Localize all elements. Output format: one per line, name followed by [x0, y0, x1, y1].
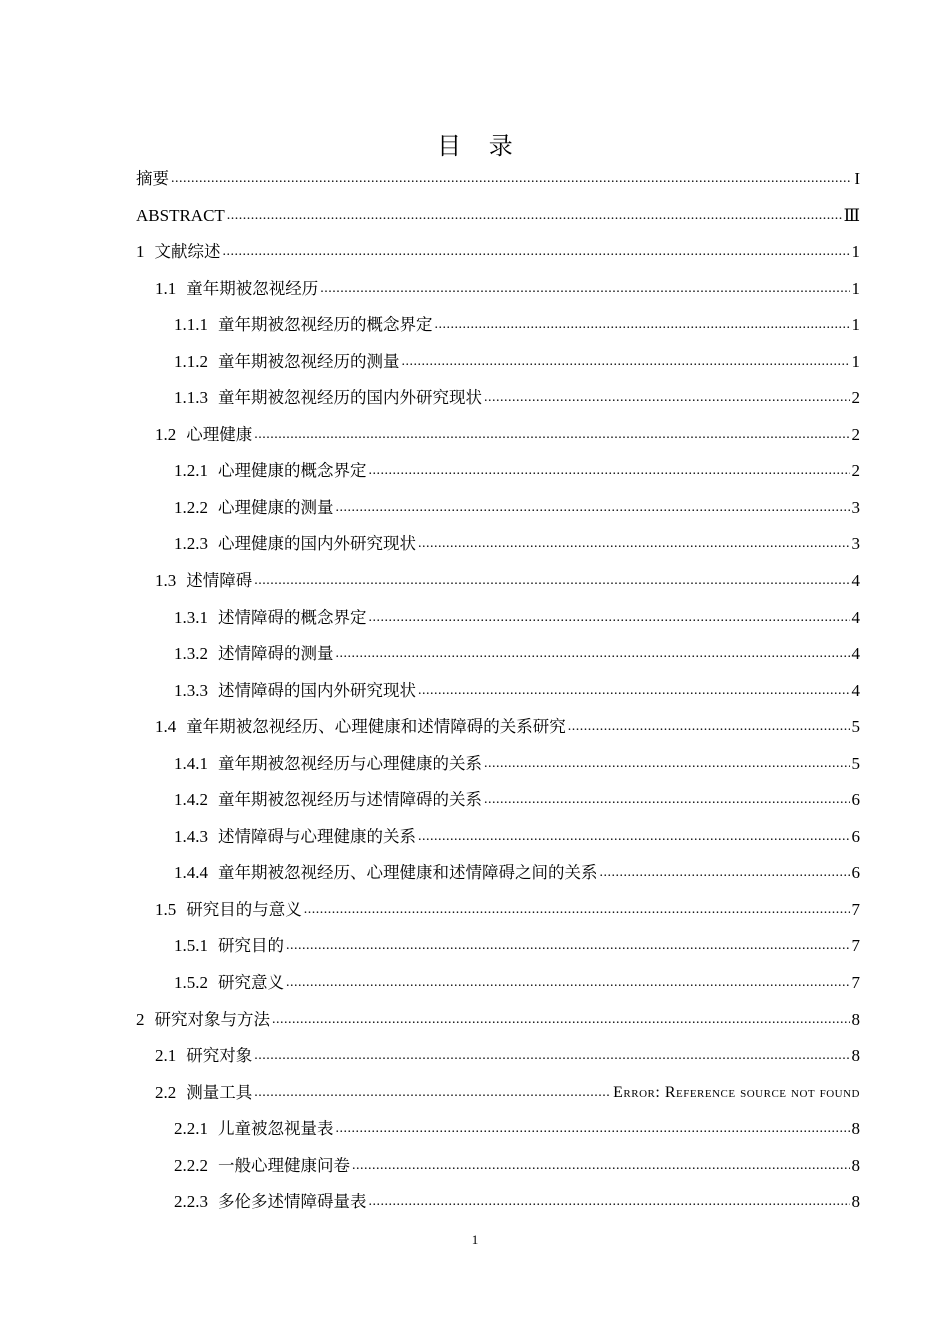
toc-entry[interactable] [136, 855, 860, 892]
dot-leader [484, 782, 850, 819]
toc-entry-title: 童年期被忽视经历、心理健康和述情障碍的关系研究 [186, 717, 566, 737]
dot-leader [369, 453, 850, 490]
toc-entry-page: 4 [851, 607, 860, 627]
toc-entry-number: 1.5.1 [174, 936, 208, 956]
toc-entry[interactable] [136, 417, 860, 454]
toc-entry-title: 述情障碍的概念界定 [218, 607, 367, 627]
toc-entry-number: 1.1.2 [174, 351, 208, 371]
toc-entry-page: 1 [851, 351, 860, 371]
dot-leader [286, 928, 850, 965]
toc-entry-page: Ⅲ [843, 205, 860, 225]
dot-leader [171, 161, 852, 198]
dot-leader [254, 563, 849, 600]
toc-entry-number: 1.5 [155, 899, 177, 919]
dot-leader [227, 198, 842, 235]
toc-entry-number: 1.5.2 [174, 973, 208, 993]
dot-leader [484, 746, 850, 783]
toc-entry-page: 6 [851, 826, 860, 846]
toc-entry-number: 1.1.1 [174, 315, 208, 335]
toc-entry-title: 心理健康的概念界定 [218, 461, 367, 481]
toc-entry[interactable] [136, 636, 860, 673]
toc-entry[interactable] [136, 380, 860, 417]
toc-entry[interactable] [136, 928, 860, 965]
page-footer-number: 1 [471, 1232, 479, 1247]
toc-entry-title: 文献综述 [154, 242, 221, 262]
toc-entry-number: 1.2 [155, 424, 177, 444]
toc-entry-page: 8 [851, 1046, 860, 1066]
dot-leader [304, 892, 850, 929]
dot-leader [223, 234, 850, 271]
toc-entry[interactable] [136, 526, 860, 563]
dot-leader [435, 307, 850, 344]
toc-entry[interactable] [136, 673, 860, 710]
toc-entry[interactable] [136, 490, 860, 527]
dot-leader [254, 417, 849, 454]
toc-entry[interactable] [136, 746, 860, 783]
toc-entry[interactable] [136, 965, 860, 1002]
toc-entry-number: 1.4.3 [174, 826, 208, 846]
toc-entry[interactable] [136, 1184, 860, 1221]
toc-entry-page: 6 [851, 863, 860, 883]
toc-entry-number: 1.2.2 [174, 497, 208, 517]
toc-entry-page: 8 [851, 1192, 860, 1212]
toc-entry-title: 童年期被忽视经历 [186, 278, 319, 298]
toc-entry-number: 1.3.1 [174, 607, 208, 627]
dot-leader [402, 344, 850, 381]
dot-leader [352, 1148, 850, 1185]
toc-entry-title: 研究意义 [218, 973, 284, 993]
dot-leader [254, 1038, 849, 1075]
toc-entry-number: 2 [136, 1009, 145, 1029]
toc-entry-page: 2 [851, 461, 860, 481]
dot-leader [418, 673, 850, 710]
toc-entry-number: 1.4.4 [174, 863, 208, 883]
toc-entry-title: 研究目的 [218, 936, 284, 956]
dot-leader [254, 1075, 611, 1112]
toc-entry-title: 心理健康 [186, 424, 253, 444]
toc-entry-title: 心理健康的国内外研究现状 [218, 534, 416, 554]
table-of-contents [136, 161, 860, 1221]
toc-entry-number: 1.1.3 [174, 388, 208, 408]
toc-entry-page: 2 [851, 424, 860, 444]
dot-leader [272, 1002, 850, 1039]
dot-leader [418, 819, 850, 856]
toc-entry-title: 童年期被忽视经历与述情障碍的关系 [218, 790, 482, 810]
toc-entry-page-error: Error: Reference source not found [613, 1083, 860, 1101]
toc-entry-title: 一般心理健康问卷 [218, 1155, 350, 1175]
toc-entry-number: 2.2.1 [174, 1119, 208, 1139]
toc-entry-number: 1 [136, 242, 145, 262]
toc-entry-page: 4 [851, 680, 860, 700]
toc-entry-title: 童年期被忽视经历的国内外研究现状 [218, 388, 482, 408]
toc-entry-title: 童年期被忽视经历、心理健康和述情障碍之间的关系 [218, 863, 598, 883]
dot-leader [336, 636, 850, 673]
toc-entry[interactable] [136, 234, 860, 271]
toc-entry-title: 述情障碍的国内外研究现状 [218, 680, 416, 700]
toc-entry-number: 1.1 [155, 278, 177, 298]
toc-entry-title: 多伦多述情障碍量表 [218, 1192, 367, 1212]
toc-entry-number: 2.2.2 [174, 1155, 208, 1175]
toc-entry-page: 7 [851, 936, 860, 956]
dot-leader [369, 1184, 850, 1221]
dot-leader [286, 965, 850, 1002]
toc-entry[interactable] [136, 198, 860, 235]
toc-entry[interactable] [136, 453, 860, 490]
toc-entry[interactable] [136, 1002, 860, 1039]
toc-entry-title: 研究对象与方法 [154, 1009, 270, 1029]
toc-entry[interactable] [136, 563, 860, 600]
toc-entry-page: 6 [851, 790, 860, 810]
toc-title: 目 录 [437, 132, 523, 160]
toc-entry[interactable] [136, 344, 860, 381]
toc-entry[interactable] [136, 1038, 860, 1075]
toc-entry-title: 述情障碍的测量 [218, 644, 334, 664]
toc-entry-number: 1.4.2 [174, 790, 208, 810]
toc-entry-number: 1.4 [155, 717, 177, 737]
toc-entry-page: 4 [851, 644, 860, 664]
toc-entry[interactable] [136, 1148, 860, 1185]
toc-entry-number: 1.2.1 [174, 461, 208, 481]
toc-entry-number: 2.2.3 [174, 1192, 208, 1212]
toc-entry[interactable] [136, 782, 860, 819]
toc-entry-number: 1.2.3 [174, 534, 208, 554]
toc-entry-title: 述情障碍与心理健康的关系 [218, 826, 416, 846]
dot-leader [418, 526, 850, 563]
toc-entry[interactable] [136, 307, 860, 344]
toc-entry-page: 4 [851, 571, 860, 591]
toc-entry-title: 研究对象 [186, 1046, 253, 1066]
toc-entry-page: 7 [851, 973, 860, 993]
dot-leader [369, 600, 850, 637]
toc-entry-page: I [854, 169, 860, 188]
toc-entry-title: 述情障碍 [186, 571, 253, 591]
toc-entry-page: 5 [851, 753, 860, 773]
toc-entry-page: 2 [851, 388, 860, 408]
toc-entry[interactable] [136, 271, 860, 308]
toc-entry-title: 童年期被忽视经历与心理健康的关系 [218, 753, 482, 773]
toc-entry-number: 2.1 [155, 1046, 177, 1066]
toc-entry[interactable] [136, 1111, 860, 1148]
toc-entry-page: 1 [851, 242, 860, 262]
toc-entry-title: 测量工具 [186, 1082, 253, 1102]
toc-entry-page: 7 [851, 899, 860, 919]
toc-entry-page: 8 [851, 1009, 860, 1029]
toc-entry-number: 1.3 [155, 571, 177, 591]
toc-entry-page: 3 [851, 497, 860, 517]
toc-entry[interactable] [136, 600, 860, 637]
toc-entry-page: 1 [851, 278, 860, 298]
toc-entry[interactable] [136, 161, 860, 198]
dot-leader [336, 490, 850, 527]
toc-entry-number: 2.2 [155, 1082, 177, 1102]
toc-entry[interactable] [136, 709, 860, 746]
toc-entry-page: 8 [851, 1119, 860, 1139]
toc-entry-number: 1.3.2 [174, 644, 208, 664]
toc-entry-page: 5 [851, 717, 860, 737]
toc-entry-page: 8 [851, 1155, 860, 1175]
toc-entry-number: 1.3.3 [174, 680, 208, 700]
toc-entry-title: 童年期被忽视经历的概念界定 [218, 315, 433, 335]
toc-entry[interactable] [136, 892, 860, 929]
toc-entry-title: 童年期被忽视经历的测量 [218, 351, 400, 371]
toc-entry-title: 心理健康的测量 [218, 497, 334, 517]
dot-leader [320, 271, 849, 308]
dot-leader [336, 1111, 850, 1148]
toc-entry-title: ABSTRACT [136, 205, 225, 225]
toc-entry-page: 3 [851, 534, 860, 554]
toc-entry[interactable] [136, 1075, 860, 1112]
dot-leader [568, 709, 850, 746]
toc-entry-number: 1.4.1 [174, 753, 208, 773]
toc-entry-title: 研究目的与意义 [186, 899, 302, 919]
toc-entry[interactable] [136, 819, 860, 856]
toc-entry-page: 1 [851, 315, 860, 335]
toc-entry-title: 儿童被忽视量表 [218, 1119, 334, 1139]
dot-leader [484, 380, 850, 417]
dot-leader [600, 855, 850, 892]
toc-entry-title: 摘要 [136, 169, 169, 188]
